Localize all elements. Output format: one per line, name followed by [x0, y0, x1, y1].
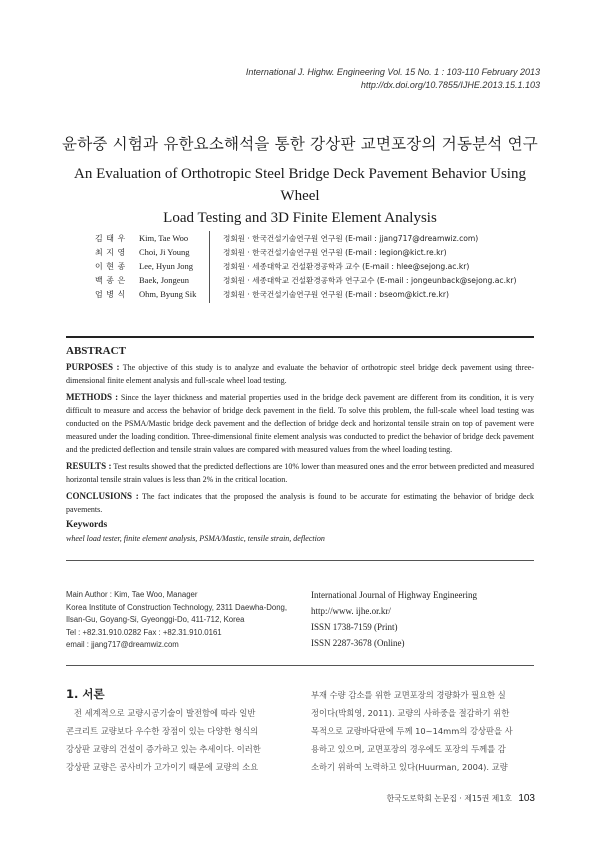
body-column-right: [311, 686, 535, 776]
journal-citation: International J. Highw. Engineering Vol. 15 No. 1 : 103-110 February 2013: [245, 67, 540, 77]
author-name-en: Ohm, Byung Sik: [139, 289, 197, 299]
abstract-heading: ABSTRACT: [66, 345, 126, 357]
purposes-text: The objective of this study is to analyze and evaluate the behavior of orthotropic steel bridge deck pavement using three-dimensional finite element analysis and full-scale wheel load testing.: [66, 363, 534, 385]
title-english: [70, 163, 530, 229]
title-korean: 윤하중 시험과 유한요소해석을 통한 강상판 교면포장의 거동분석 연구: [62, 135, 538, 153]
body-line: 정이다(박희영, 2011). 교량의 사하중을 절감하기 위한: [311, 708, 510, 718]
author-affiliation: 정회원 · 세종대학교 건설환경공학과 연구교수 (E-mail : jongeunback@sejong.ac.kr): [223, 276, 517, 285]
contact-line: Tel : +82.31.910.0282 Fax : +82.31.910.0161: [66, 627, 222, 637]
body-line: 부재 수량 감소를 위한 교면포장의 경량화가 필요한 실: [311, 690, 506, 700]
author-name-ko: 이 현 종: [95, 262, 126, 271]
body-line: 용하고 있으며, 교면포장의 경우에도 포장의 두께를 감: [311, 744, 506, 754]
journal-url[interactable]: http://www. ijhe.or.kr/: [311, 606, 391, 616]
conclusions-text: The fact indicates that the proposed the analysis is found to be accurate for estimating the behavior of bridge deck pavements.: [66, 492, 535, 514]
contact-line: Korea Institute of Construction Technology, 2311 Daewha-Dong,: [66, 602, 288, 612]
body-line: 강상판 교량의 건설이 증가하고 있는 추세이다. 이러한: [66, 744, 261, 754]
abstract-purposes: [66, 361, 534, 387]
abstract-conclusions: [66, 490, 534, 516]
body-line: 목적으로 교량바닥판에 두께 10~14mm의 강상판을 사: [311, 726, 513, 736]
author-list: [95, 233, 515, 303]
conclusions-label: CONCLUSIONS :: [66, 491, 139, 501]
corresponding-author-info: [66, 589, 287, 652]
section-heading: 1. 서론: [66, 687, 105, 701]
contact-email: email : jjang717@dreamwiz.com: [66, 640, 179, 649]
journal-name: International Journal of Highway Engineering: [311, 590, 477, 600]
body-line: 전 세계적으로 교량시공기술이 발전함에 따라 일반: [66, 708, 256, 718]
methods-text: Since the layer thickness and material properties used in the bridge deck pavement are different from its condition, it is very difficult to measure and access the behavior of bridge deck pavement in the field. To solve this problem, the full-scale wheel load testing was conducted on the PSMA/Mastic bridge deck pavement and the deflection of bridge deck and horizontal tensile strain on top of pavement were measured under the loading condition. Three-dimensional finite element analysis was conducted to predict the behavior of bridge deck pavement and the predicted deflection and tensile strain values are compared with measured values from the wheel loading testing.: [66, 393, 535, 454]
author-row: [95, 275, 515, 289]
author-row: [95, 261, 515, 275]
abstract-bottom-rule: [66, 560, 534, 561]
body-column-left: [66, 704, 294, 776]
page-footer: [387, 793, 535, 804]
issn-online: ISSN 2287-3678 (Online): [311, 638, 405, 648]
results-text: Test results showed that the predicted deflections are 10% lower than measured ones and the error between predicted and measured horizontal tensile strain values is less than 2% in the critical location.: [66, 462, 535, 484]
author-affiliation: 정회원 · 한국건설기술연구원 연구원 (E-mail : legion@kict.re.kr): [223, 248, 447, 257]
page-number: 103: [518, 793, 535, 804]
journal-info: [311, 587, 477, 651]
keywords-heading: Keywords: [66, 520, 108, 530]
author-row: [95, 289, 515, 303]
author-name-en: Choi, Ji Young: [139, 247, 190, 257]
purposes-label: PURPOSES :: [66, 362, 120, 372]
journal-header: [246, 66, 540, 92]
contact-line: Ilsan-Gu, Goyang-Si, Gyeonggi-Do, 411-712, Korea: [66, 615, 245, 624]
author-affiliation: 정회원 · 한국건설기술연구원 연구원 (E-mail : bseom@kict.re.kr): [223, 290, 449, 299]
title-english-line: An Evaluation of Orthotropic Steel Bridge Deck Pavement Behavior Using Wheel: [74, 166, 526, 204]
author-row: [95, 233, 515, 247]
doi-link[interactable]: http://dx.doi.org/10.7855/IJHE.2013.15.1.103: [360, 80, 540, 90]
author-name-ko: 김 태 우: [95, 234, 126, 243]
footer-journal: 한국도로학회 논문집 · 제15권 제1호: [386, 794, 512, 803]
info-bottom-rule: [66, 665, 534, 666]
body-line: 콘크리트 교량보다 우수한 장점이 있는 다양한 형식의: [66, 726, 259, 736]
contact-line: Main Author : Kim, Tae Woo, Manager: [66, 590, 198, 599]
author-name-ko: 최 지 영: [95, 248, 126, 257]
author-name-en: Baek, Jongeun: [139, 275, 190, 285]
body-line: 강상판 교량은 공사비가 고가이기 때문에 교량의 소요: [66, 762, 259, 772]
abstract-top-rule: [66, 336, 534, 338]
title-english-line: Load Testing and 3D Finite Element Analysis: [163, 210, 437, 226]
author-name-ko: 백 종 은: [95, 276, 126, 285]
keywords-list: wheel load tester, finite element analysis, PSMA/Mastic, tensile strain, deflection: [66, 534, 325, 543]
author-name-en: Kim, Tae Woo: [139, 233, 189, 243]
abstract-methods: [66, 391, 534, 456]
author-row: [95, 247, 515, 261]
author-name-en: Lee, Hyun Jong: [139, 261, 194, 271]
author-affiliation: 정회원 · 세종대학교 건설환경공학과 교수 (E-mail : hlee@sejong.ac.kr): [223, 262, 470, 271]
issn-print: ISSN 1738-7159 (Print): [311, 622, 398, 632]
author-affiliation: 정회원 · 한국건설기술연구원 연구원 (E-mail : jjang717@dreamwiz.com): [223, 234, 479, 243]
methods-label: METHODS :: [66, 392, 119, 402]
body-line: 소하기 위하여 노력하고 있다(Huurman, 2004). 교량: [311, 762, 508, 772]
author-name-ko: 엄 병 식: [95, 290, 126, 299]
results-label: RESULTS :: [66, 461, 112, 471]
abstract-results: [66, 460, 534, 486]
